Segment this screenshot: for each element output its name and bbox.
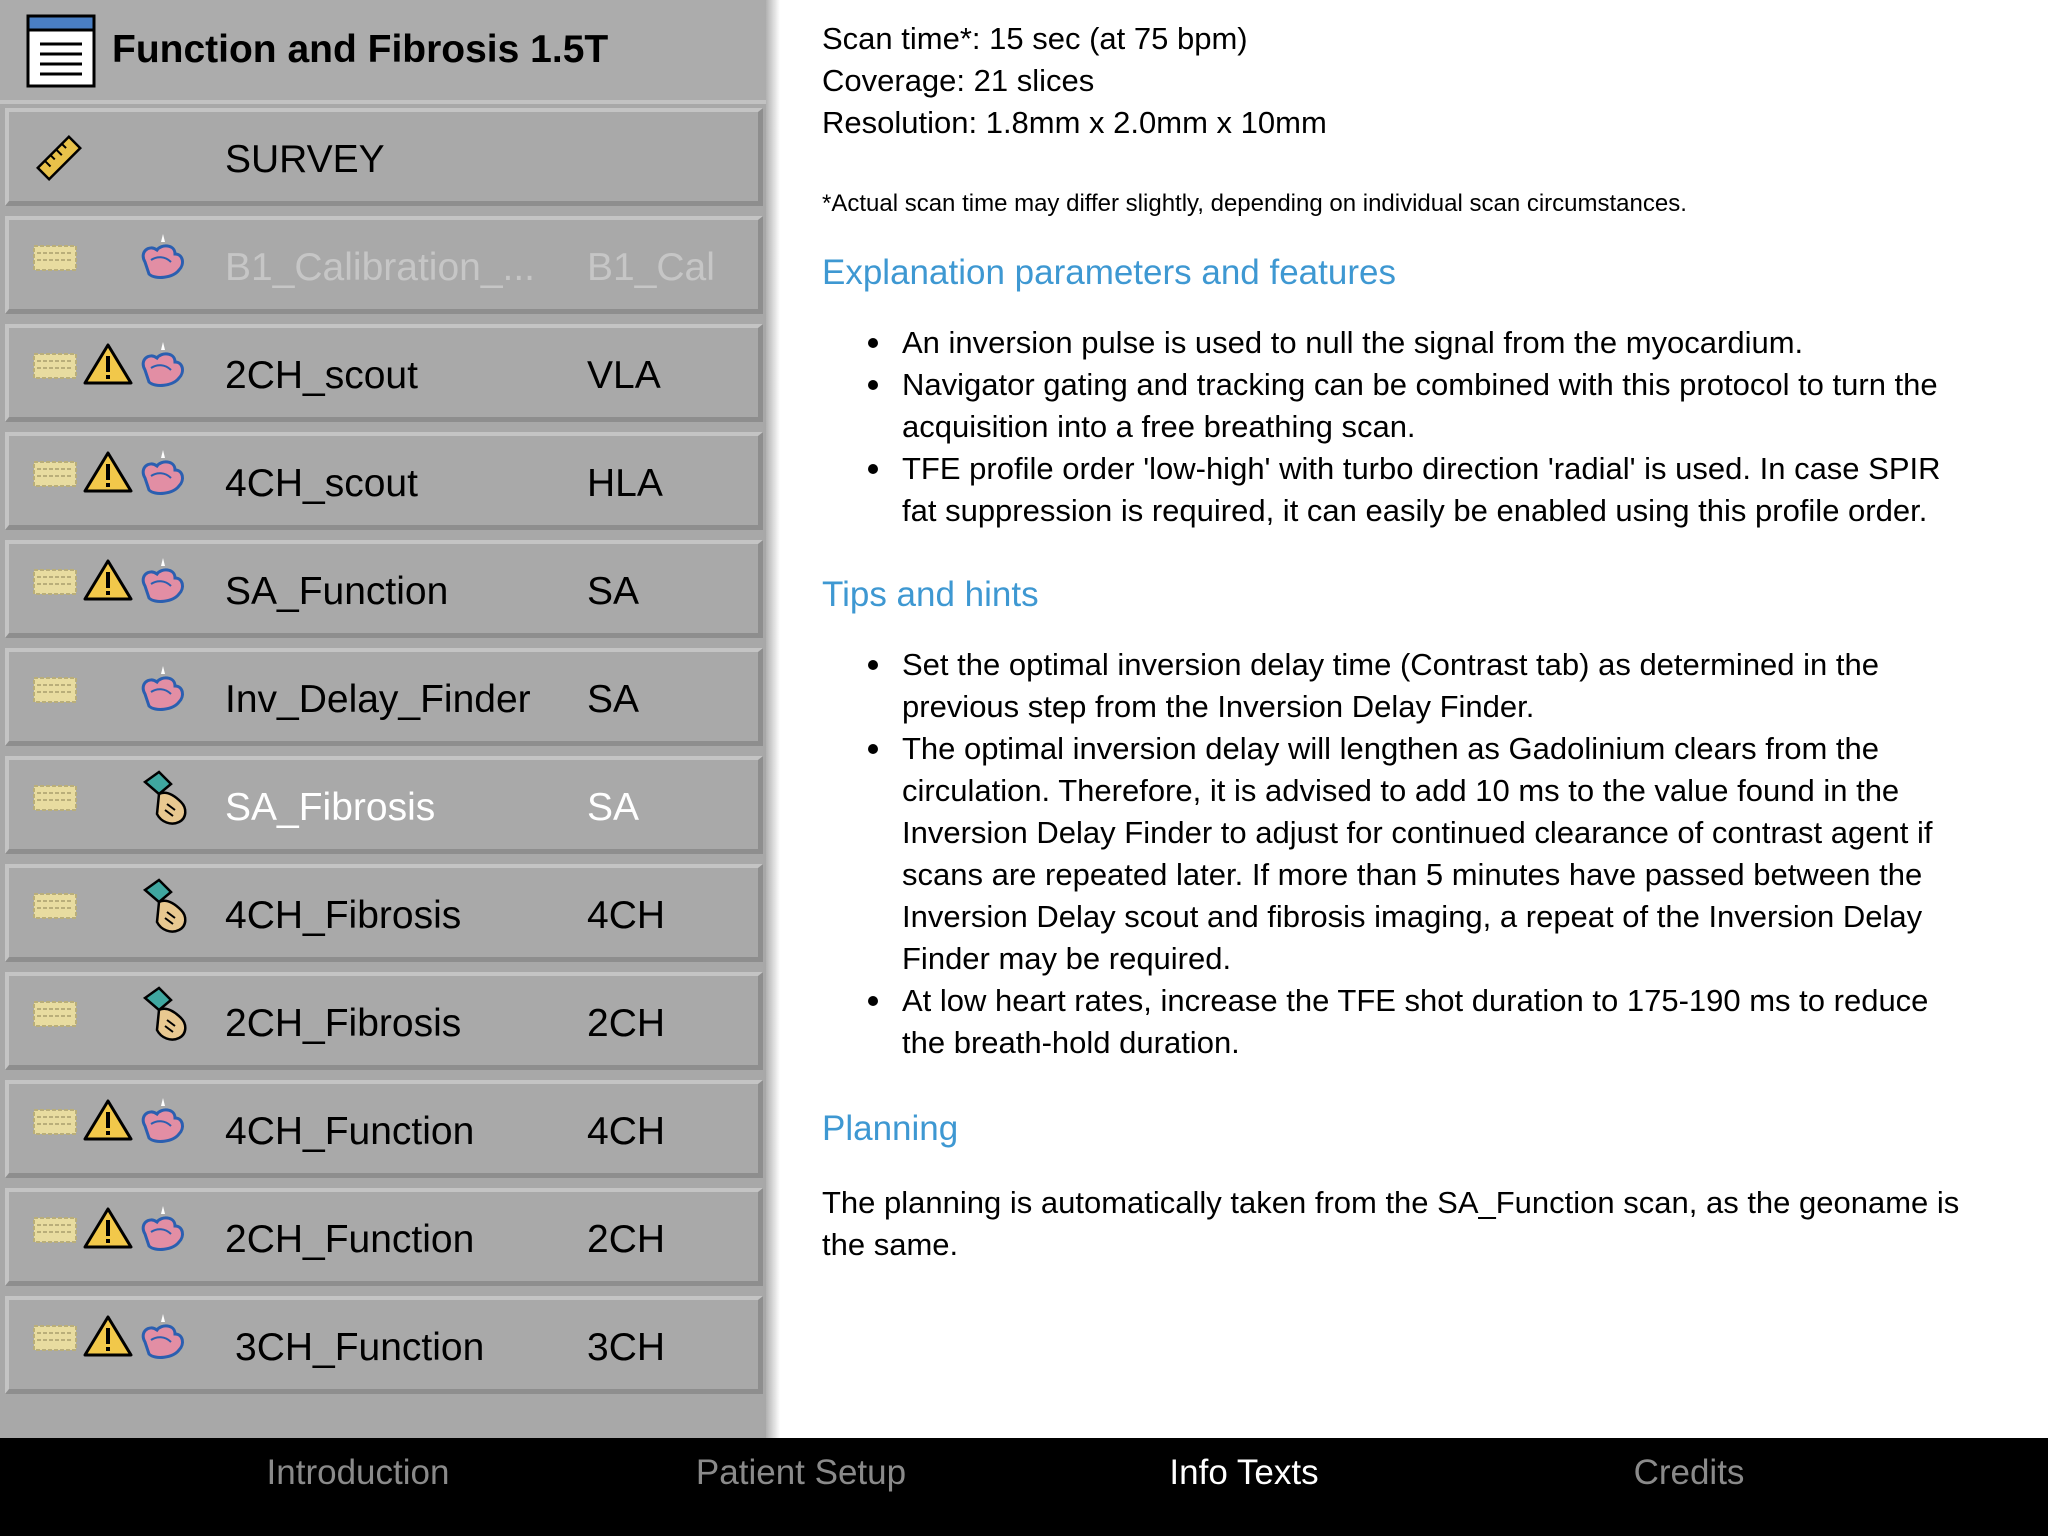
scan-name: SA_Function xyxy=(225,570,449,613)
protocol-row-4ch-scout[interactable] xyxy=(5,432,763,530)
scan-geoname: HLA xyxy=(587,462,663,505)
slice-stack-icon xyxy=(33,676,77,704)
heart-trigger-icon xyxy=(135,230,191,286)
info-text-panel xyxy=(822,18,1972,1266)
contrast-injection-icon xyxy=(137,876,193,936)
scan-name: 4CH_scout xyxy=(225,462,418,505)
slice-stack-icon xyxy=(33,1000,77,1028)
heart-trigger-icon xyxy=(135,1202,191,1258)
protocol-row-4ch-function[interactable] xyxy=(5,1080,763,1178)
scan-name: 4CH_Function xyxy=(225,1110,475,1153)
heart-trigger-icon xyxy=(135,1094,191,1150)
contrast-injection-icon xyxy=(137,768,193,828)
protocol-row-inv-delay-finder[interactable] xyxy=(5,648,763,746)
scan-name: 3CH_Function xyxy=(235,1326,485,1369)
heart-trigger-icon xyxy=(135,554,191,610)
slice-stack-icon xyxy=(33,784,77,812)
scan-geoname: 2CH xyxy=(587,1218,666,1261)
tab-patient-setup[interactable]: Patient Setup xyxy=(695,1453,907,1492)
protocol-row-2ch-fibrosis[interactable] xyxy=(5,972,763,1070)
scan-geoname: 3CH xyxy=(587,1326,666,1369)
scan-name: 2CH_Fibrosis xyxy=(225,1002,462,1045)
warning-icon xyxy=(83,1098,133,1142)
scan-geoname: 4CH xyxy=(587,894,666,937)
scan-name: 2CH_Function xyxy=(225,1218,475,1261)
protocol-row-survey[interactable] xyxy=(5,108,763,206)
slice-stack-icon xyxy=(33,460,77,488)
section-heading-planning: Planning xyxy=(822,1109,959,1148)
section-heading-tips: Tips and hints xyxy=(822,575,1039,614)
scan-geoname: 2CH xyxy=(587,1002,666,1045)
list-item: Set the optimal inversion delay time (Contrast tab) as determined in the previous step from the Inversion Delay Finder. xyxy=(822,644,1972,728)
menu-list-icon[interactable] xyxy=(26,14,96,88)
planning-text: The planning is automatically taken from the SA_Function scan, as the geoname is the same. xyxy=(822,1185,1960,1262)
tab-introduction[interactable]: Introduction xyxy=(266,1453,450,1492)
protocol-row-sa-function[interactable] xyxy=(5,540,763,638)
protocol-row-sa-fibrosis[interactable] xyxy=(5,756,763,854)
list-item: At low heart rates, increase the TFE shot duration to 175-190 ms to reduce the breath-hold duration. xyxy=(822,980,1972,1064)
heart-trigger-icon xyxy=(135,338,191,394)
protocol-sidebar xyxy=(0,0,766,1438)
list-item: TFE profile order 'low-high' with turbo direction 'radial' is used. In case SPIR fat suppression is required, it can easily be enabled using this profile order. xyxy=(822,448,1972,532)
explanation-list xyxy=(822,322,1972,532)
protocol-row-2ch-function[interactable] xyxy=(5,1188,763,1286)
scan-name: B1_Calibration_... xyxy=(225,246,536,289)
slice-stack-icon xyxy=(33,244,77,272)
scan-geoname: SA xyxy=(587,786,640,829)
warning-icon xyxy=(83,342,133,386)
scan-name: 4CH_Fibrosis xyxy=(225,894,462,937)
coverage-text: Coverage: 21 slices xyxy=(822,63,1095,98)
protocol-title: Function and Fibrosis 1.5T xyxy=(112,28,609,71)
protocol-row-b1-calibration[interactable] xyxy=(5,216,763,314)
slice-stack-icon xyxy=(33,1216,77,1244)
tab-info-texts[interactable]: Info Texts xyxy=(1169,1453,1319,1492)
scan-name: SA_Fibrosis xyxy=(225,786,436,829)
scan-time-text: Scan time*: 15 sec (at 75 bpm) xyxy=(822,21,1248,56)
slice-stack-icon xyxy=(33,352,77,380)
warning-icon xyxy=(83,558,133,602)
contrast-injection-icon xyxy=(137,984,193,1044)
slice-stack-icon xyxy=(33,568,77,596)
scan-time-footnote: *Actual scan time may differ slightly, depending on individual scan circumstances. xyxy=(822,190,1687,217)
resolution-text: Resolution: 1.8mm x 2.0mm x 10mm xyxy=(822,105,1327,140)
list-item: Navigator gating and tracking can be combined with this protocol to turn the acquisition into a free breathing scan. xyxy=(822,364,1972,448)
scan-name: Inv_Delay_Finder xyxy=(225,678,531,721)
protocol-row-2ch-scout[interactable] xyxy=(5,324,763,422)
scan-geoname: SA xyxy=(587,678,640,721)
slice-stack-icon xyxy=(33,892,77,920)
scan-name: SURVEY xyxy=(225,138,385,181)
warning-icon xyxy=(83,1206,133,1250)
ruler-icon xyxy=(33,132,85,184)
list-item: The optimal inversion delay will lengthen as Gadolinium clears from the circulation. Therefore, it is advised to add 10 ms to the value found in the Inversion Delay Finder to adjust for continued clearance of contrast agent if scans are repeated later. If more than 5 minutes have passed between the Inversion Delay scout and fibrosis imaging, a repeat of the Inversion Delay Finder may be required. xyxy=(822,728,1972,980)
slice-stack-icon xyxy=(33,1108,77,1136)
tab-credits[interactable]: Credits xyxy=(1633,1453,1745,1492)
scan-name: 2CH_scout xyxy=(225,354,418,397)
warning-icon xyxy=(83,450,133,494)
warning-icon xyxy=(83,1314,133,1358)
scan-geoname: SA xyxy=(587,570,640,613)
section-heading-explanation: Explanation parameters and features xyxy=(822,253,1396,292)
protocol-row-3ch-function[interactable] xyxy=(5,1296,763,1394)
slice-stack-icon xyxy=(33,1324,77,1352)
list-item: An inversion pulse is used to null the signal from the myocardium. xyxy=(822,322,1972,364)
heart-trigger-icon xyxy=(135,446,191,502)
protocol-row-4ch-fibrosis[interactable] xyxy=(5,864,763,962)
sidebar-shadow xyxy=(766,0,780,1438)
heart-trigger-icon xyxy=(135,662,191,718)
tips-list xyxy=(822,644,1972,1064)
sidebar-header xyxy=(0,0,766,104)
heart-trigger-icon xyxy=(135,1310,191,1366)
bottom-tab-bar xyxy=(0,1438,2048,1536)
scan-geoname: 4CH xyxy=(587,1110,666,1153)
scan-geoname: B1_Cal xyxy=(587,246,715,289)
scan-geoname: VLA xyxy=(587,354,661,397)
